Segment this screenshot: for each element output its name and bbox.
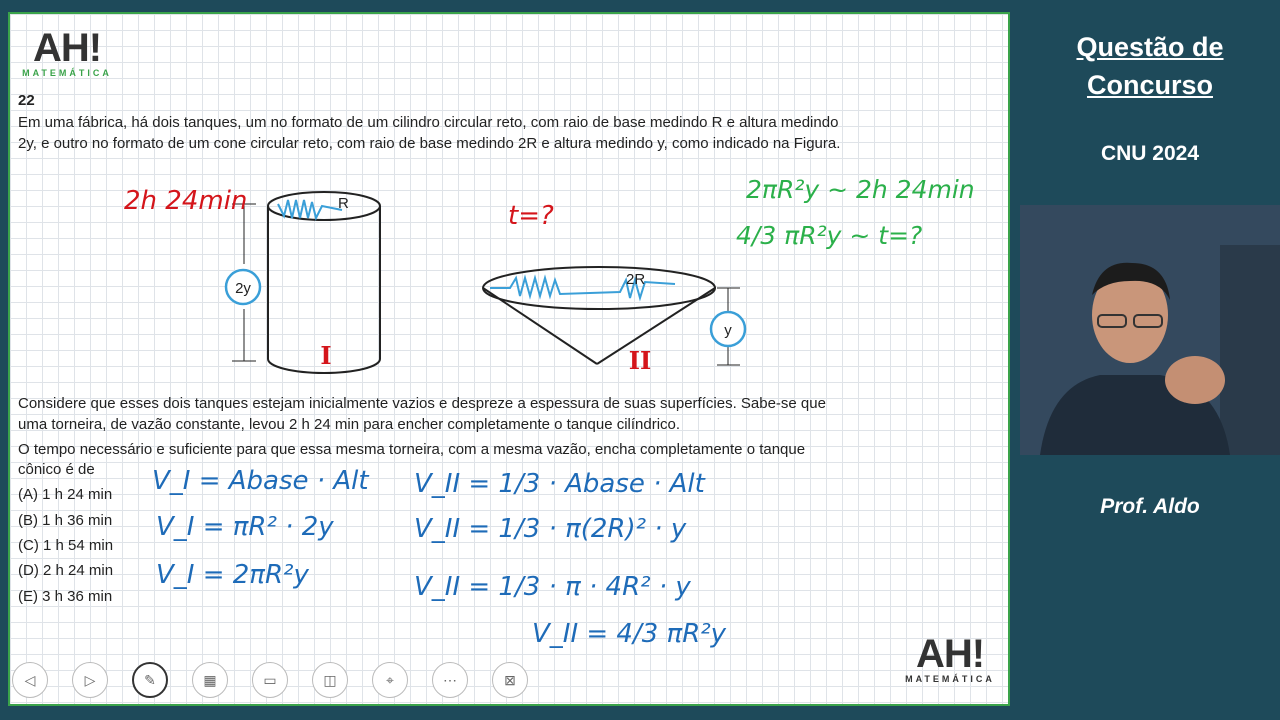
- pointer-icon: ⌖: [386, 671, 394, 688]
- question-body-2: uma torneira, de vazão constante, levou 2 h 24 min para encher completamente o tanque cilíndrico.: [18, 416, 681, 433]
- slide-canvas: [8, 12, 1010, 706]
- calc-v2-c: V_II = 1/3 · π · 4R² · y: [414, 572, 691, 602]
- calc-v1-c: V_I = 2πR²y: [156, 560, 309, 590]
- cone-height-label: y: [724, 322, 732, 339]
- cone-shape: [483, 267, 715, 364]
- sidebar-title-area: [1020, 0, 1280, 205]
- arrow-left-icon: ◁: [24, 671, 36, 688]
- sidebar-teacher-area: [1020, 455, 1280, 720]
- annotation-green-1: 2πR²y ~ 2h 24min: [746, 175, 975, 204]
- grid-icon: ▦: [203, 671, 217, 688]
- question-intro-1: Em uma fábrica, há dois tanques, um no formato de um cilindro circular reto, com raio de base medindo R e altura medindo: [18, 114, 839, 131]
- camera-button[interactable]: [312, 662, 348, 698]
- option-d: (D) 2 h 24 min: [18, 562, 114, 579]
- next-slide-button[interactable]: [72, 662, 108, 698]
- figure-svg: [10, 164, 1010, 394]
- cone-radius-label: 2R: [626, 271, 646, 288]
- logo-bottom-subtext: MATEMÁTICA: [905, 674, 995, 684]
- annotation-time-cone: t=?: [508, 201, 554, 231]
- webcam-area: [1020, 205, 1280, 455]
- more-options-button[interactable]: [432, 662, 468, 698]
- annotation-green-2: 4/3 πR²y ~ t=?: [736, 221, 923, 250]
- question-ask-1: O tempo necessário e suficiente para que essa mesma torneira, com a mesma vazão, encha completamente o tanque: [18, 441, 806, 458]
- ellipsis-icon: ⋯: [443, 671, 457, 688]
- end-show-button[interactable]: [492, 662, 528, 698]
- option-a: (A) 1 h 24 min: [18, 486, 113, 503]
- cone-numeral: II: [628, 346, 652, 375]
- calc-v1-a: V_I = Abase · Alt: [152, 466, 369, 496]
- calc-v2-d: V_II = 4/3 πR²y: [532, 619, 727, 649]
- sidebar-title-2: Concurso: [1086, 70, 1213, 100]
- logo-bottom-text: AH!: [915, 632, 985, 676]
- option-e: (E) 3 h 36 min: [18, 588, 113, 605]
- calc-v2-a: V_II = 1/3 · Abase · Alt: [414, 469, 705, 499]
- pointer-button[interactable]: [372, 662, 408, 698]
- logo-subtext: MATEMÁTICA: [22, 68, 112, 78]
- option-c: (C) 1 h 54 min: [18, 537, 114, 554]
- logo-text: AH!: [32, 26, 102, 70]
- sidebar-teacher: Prof. Aldo: [1100, 495, 1200, 518]
- sidebar-panel: [1020, 0, 1280, 720]
- question-number: 22: [18, 92, 35, 109]
- presenter-video: [1020, 205, 1280, 455]
- sidebar-title-1: Questão de: [1076, 32, 1224, 62]
- pen-tool-button[interactable]: [132, 662, 168, 698]
- calc-v1-b: V_I = πR² · 2y: [156, 512, 334, 542]
- cyl-numeral: I: [320, 341, 332, 370]
- camera-icon: ◫: [323, 671, 337, 688]
- logo-top: [22, 28, 112, 78]
- question-intro-2: 2y, e outro no formato de um cone circular reto, com raio de base medindo 2R e altura medindo y, como indicado na Figura.: [18, 135, 841, 152]
- calc-v2-b: V_II = 1/3 · π(2R)² · y: [414, 514, 687, 544]
- subtitles-icon: ▭: [263, 671, 277, 688]
- option-b: (B) 1 h 36 min: [18, 512, 113, 529]
- question-body-1: Considere que esses dois tanques estejam inicialmente vazios e despreze a espessura de suas superfícies. Sabe-se que: [18, 395, 826, 412]
- close-presentation-icon: ⊠: [504, 671, 516, 688]
- cyl-radius-label: R: [338, 195, 349, 212]
- sidebar-exam: CNU 2024: [1100, 142, 1200, 165]
- prev-slide-button[interactable]: [12, 662, 48, 698]
- arrow-right-icon: ▷: [84, 671, 96, 688]
- cyl-height-label: 2y: [235, 280, 251, 297]
- slides-overview-button[interactable]: [192, 662, 228, 698]
- pen-icon: ✎: [144, 671, 156, 688]
- annotation-time-cyl: 2h 24min: [124, 186, 248, 216]
- subtitles-button[interactable]: [252, 662, 288, 698]
- presentation-toolbar: [10, 656, 1008, 704]
- question-ask-2: cônico é de: [18, 461, 95, 478]
